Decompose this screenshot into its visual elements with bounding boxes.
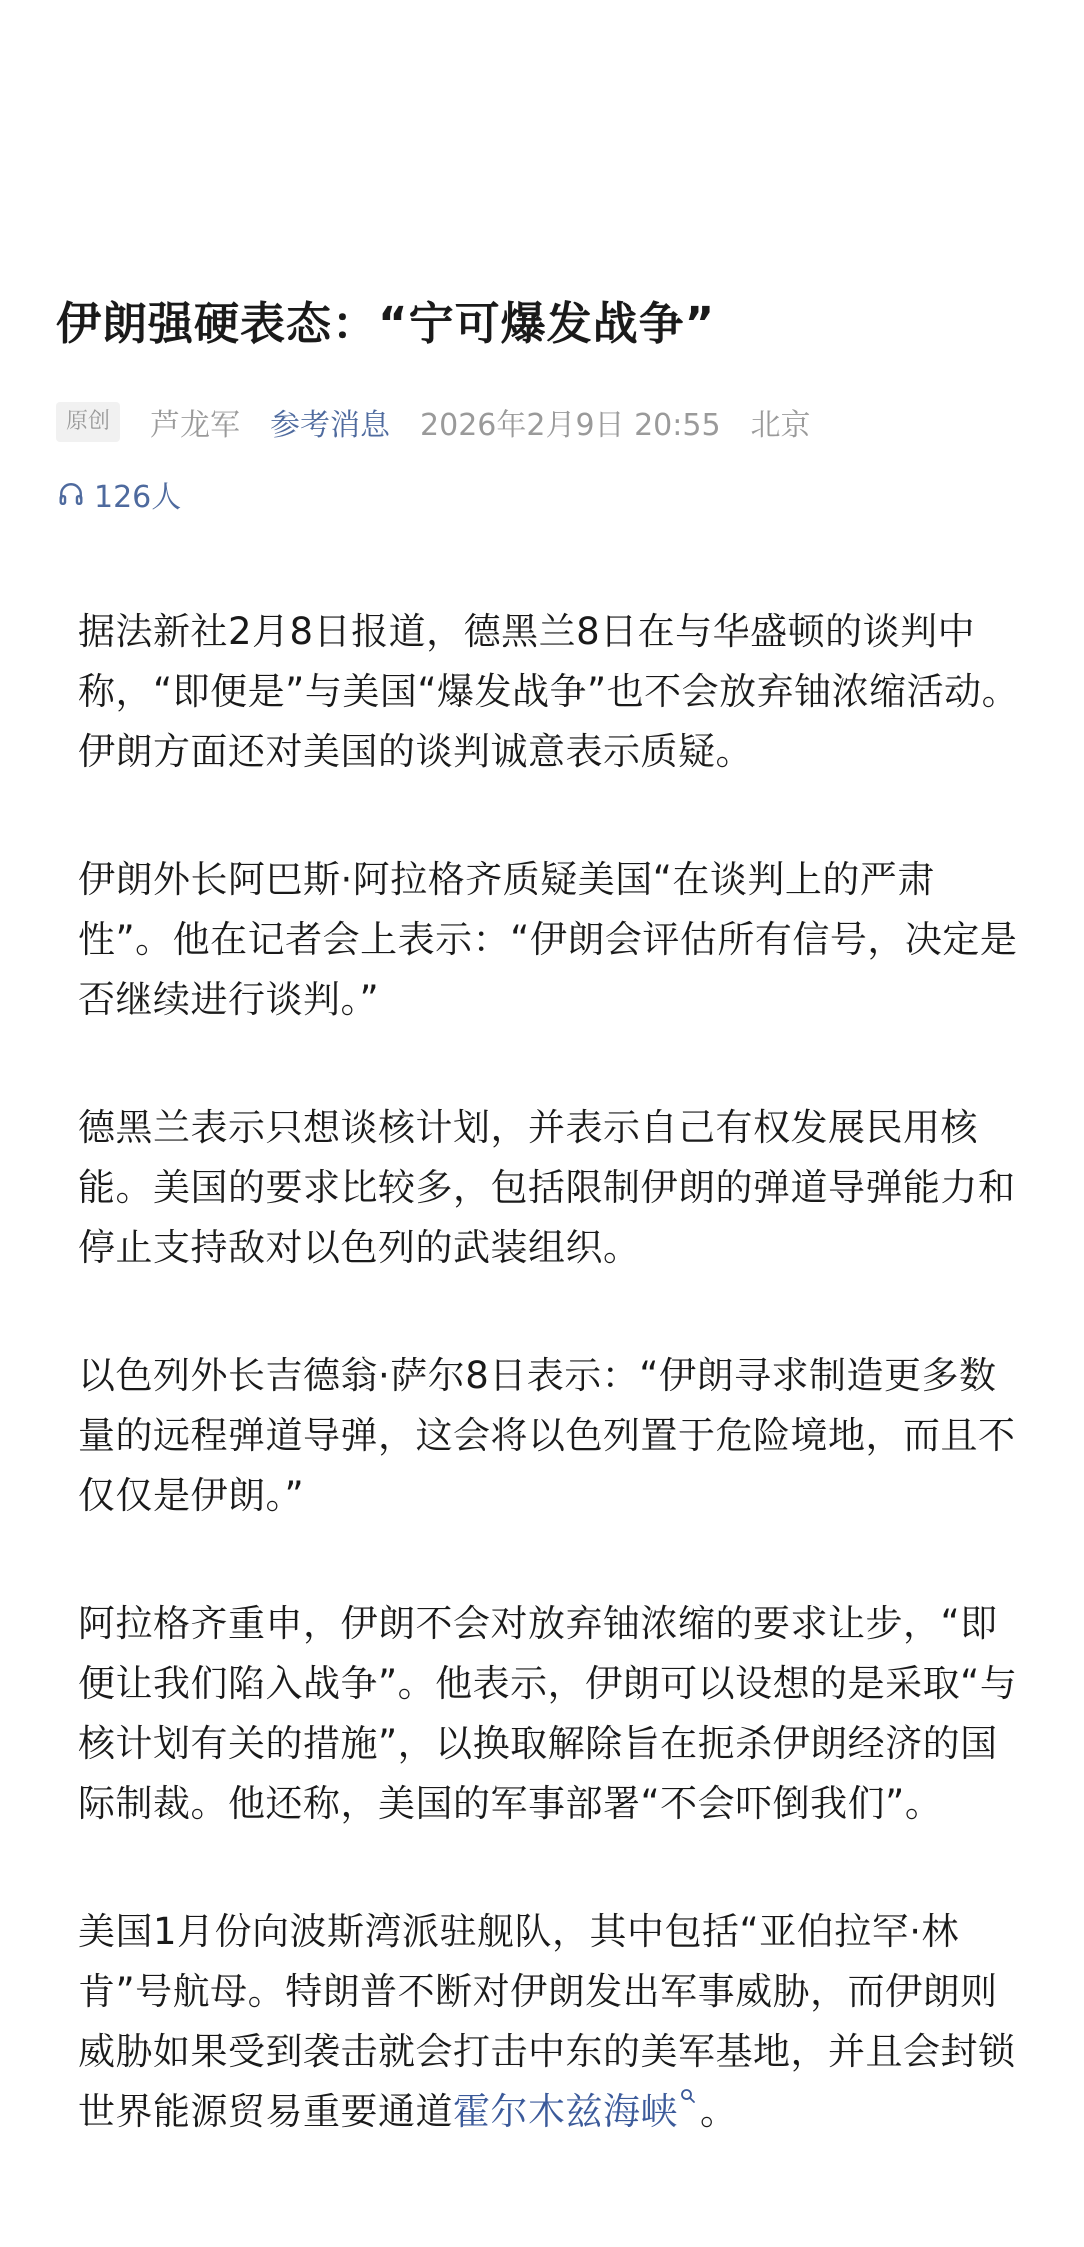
listen-count: 126人 (94, 480, 182, 515)
hormuz-strait-link[interactable]: 霍尔木兹海峡 (453, 2090, 678, 2133)
source-link[interactable]: 参考消息 (270, 408, 391, 443)
listen-button[interactable] (58, 470, 181, 518)
publish-location: 北京 (750, 408, 811, 443)
paragraph: 阿拉格齐重申，伊朗不会对放弃铀浓缩的要求让步，“即便让我们陷入战争”。他表示，伊朗可以设想的是采取“与核计划有关的措施”，以换取解除旨在扼杀伊朗经济的国际制裁。他还称，美国的军事部署“不会吓倒我们”。 (78, 1602, 1018, 1825)
paragraph-end: 。 (700, 2090, 738, 2133)
headphones-icon (58, 481, 84, 507)
original-badge: 原创 (56, 402, 120, 442)
article-meta (56, 398, 811, 446)
article-title: 伊朗强硬表态：“宁可爆发战争” (56, 297, 716, 350)
paragraph: 伊朗外长阿巴斯·阿拉格齐质疑美国“在谈判上的严肃性”。他在记者会上表示：“伊朗会评估所有信号，决定是否继续进行谈判。” (78, 858, 1018, 1021)
author-name[interactable]: 芦龙军 (150, 408, 241, 443)
paragraph-last (78, 1902, 1028, 2142)
paragraph: 德黑兰表示只想谈核计划，并表示自己有权发展民用核能。美国的要求比较多，包括限制伊朗的弹道导弹能力和停止支持敌对以色列的武装组织。 (78, 1106, 1016, 1269)
article-body (78, 602, 1028, 2210)
paragraph: 据法新社2月8日报道，德黑兰8日在与华盛顿的谈判中称，“即便是”与美国“爆发战争”也不会放弃铀浓缩活动。伊朗方面还对美国的谈判诚意表示质疑。 (78, 610, 1020, 773)
search-icon[interactable] (680, 2088, 696, 2104)
publish-datetime: 2026年2月9日 20:55 (420, 408, 721, 443)
paragraph-text: 美国1月份向波斯湾派驻舰队，其中包括“亚伯拉罕·林肯”号航母。特朗普不断对伊朗发出军事威胁，而伊朗则威胁如果受到袭击就会打击中东的美军基地，并且会封锁世界能源贸易重要通道 (78, 1910, 1016, 2133)
paragraph: 以色列外长吉德翁·萨尔8日表示：“伊朗寻求制造更多数量的远程弹道导弹，这会将以色列置于危险境地，而且不仅仅是伊朗。” (78, 1354, 1016, 1517)
